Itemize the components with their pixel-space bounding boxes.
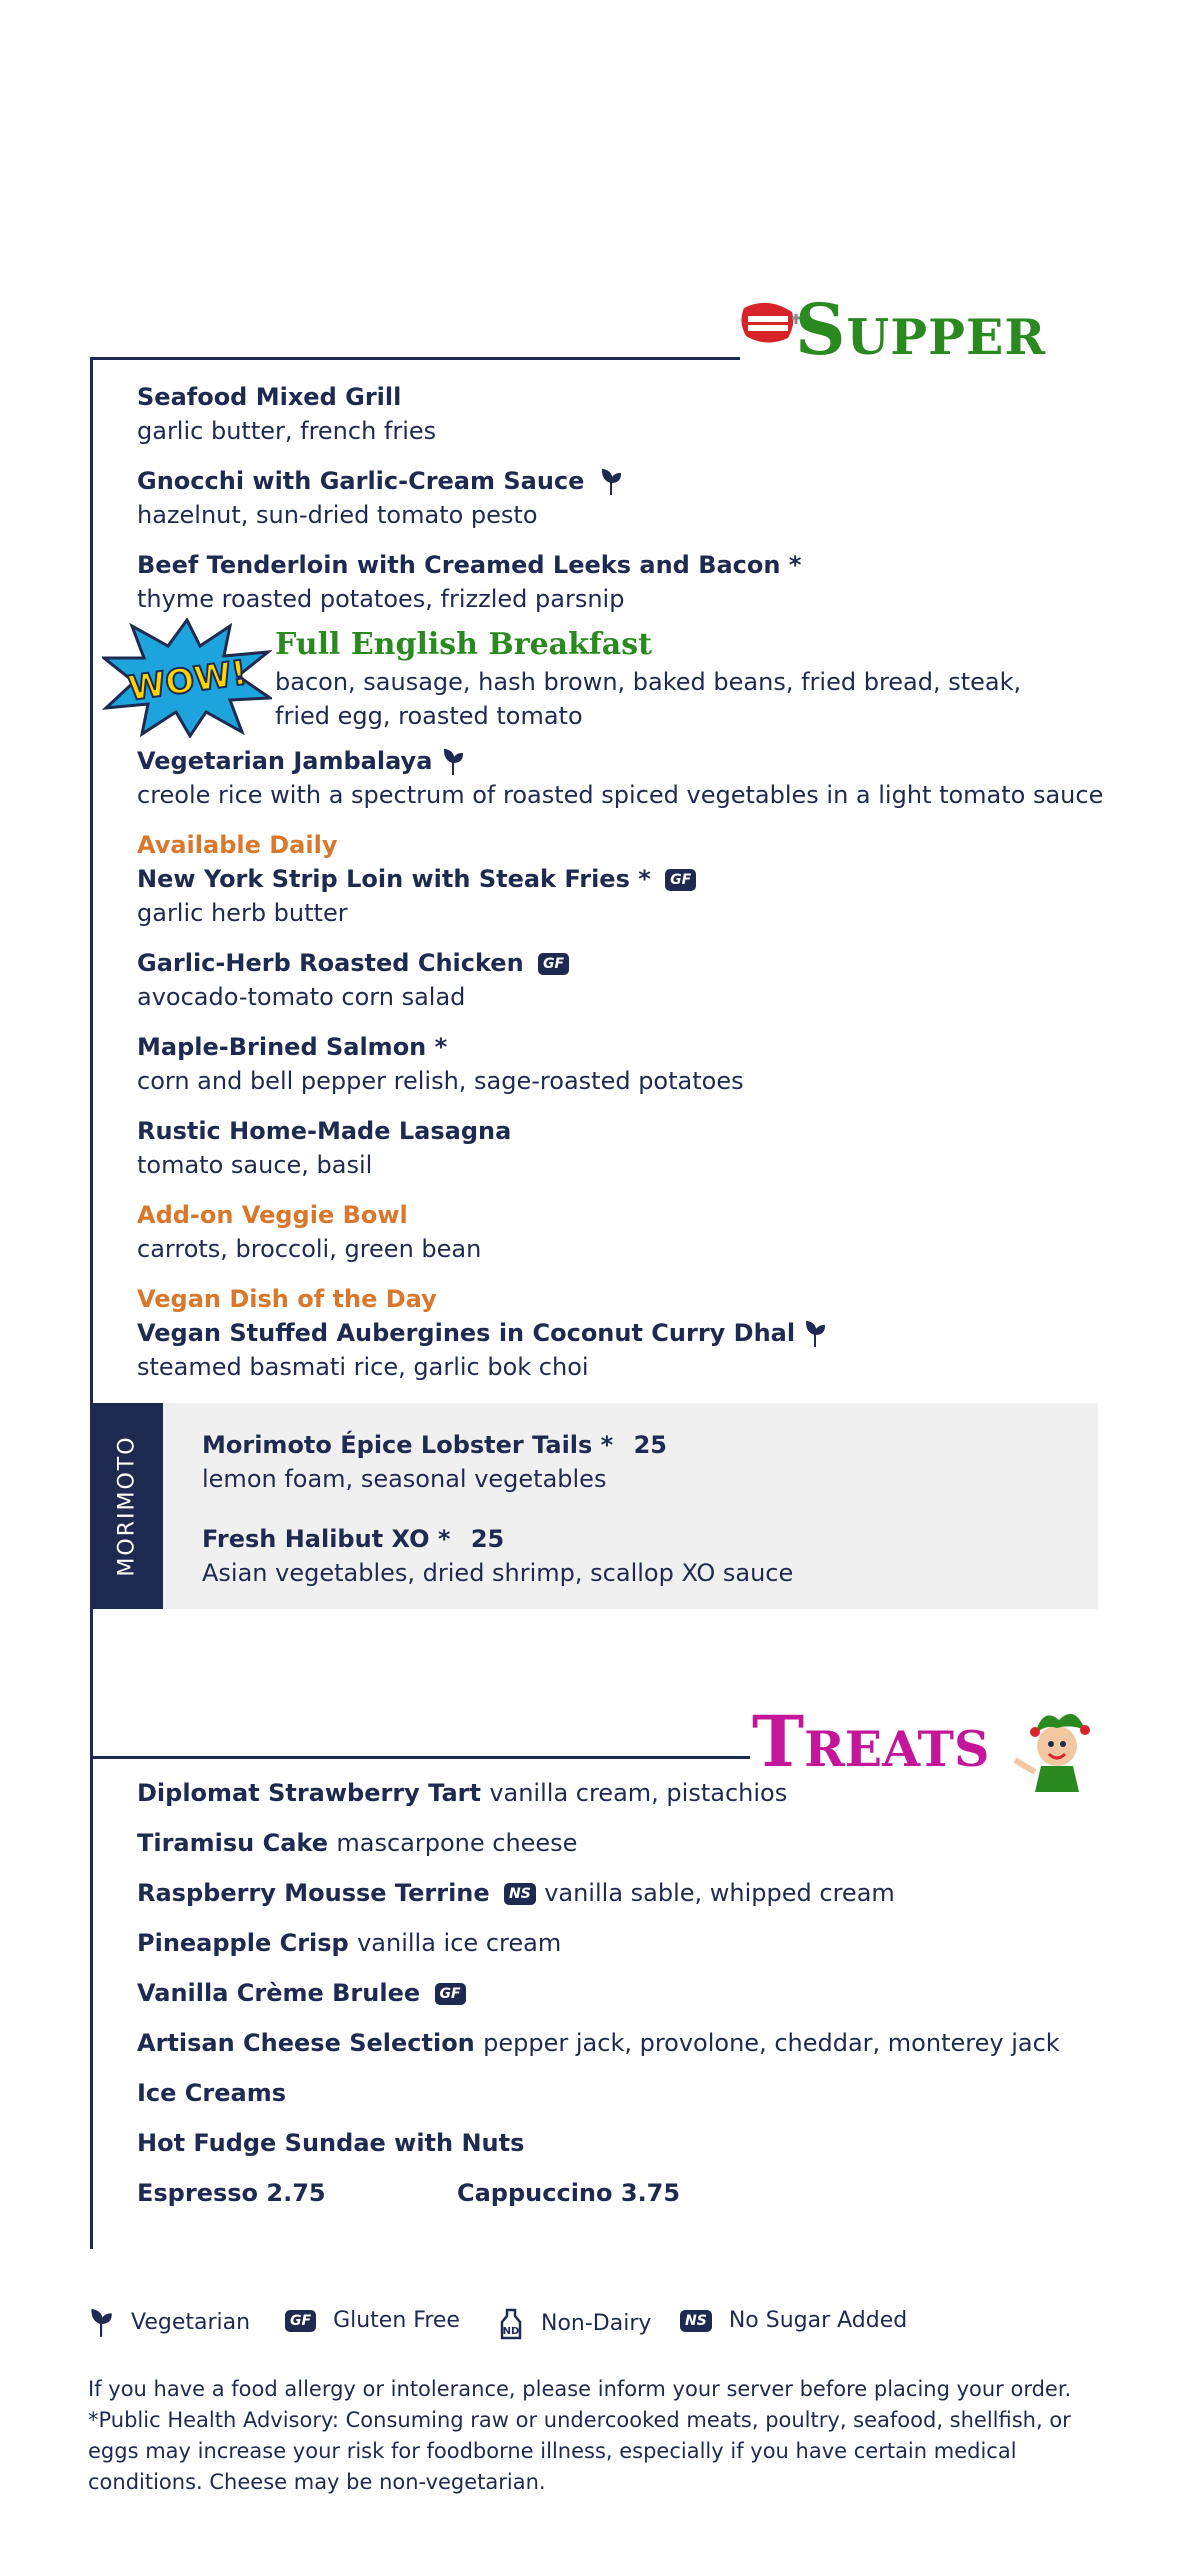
item-title-row — [137, 744, 1097, 778]
item-title: Garlic-Herb Roasted Chicken — [137, 949, 524, 977]
cappuccino-label: Cappuccino 3.75 — [457, 2179, 681, 2207]
gluten-free-badge: GF — [538, 953, 569, 975]
item-title: Vegan Stuffed Aubergines in Coconut Curry Dhal — [137, 1319, 796, 1347]
legend-vegetarian — [88, 2308, 250, 2338]
vegetarian-icon — [803, 1320, 825, 1348]
supper-heading-text: Supper — [795, 288, 1047, 371]
footer-disclaimer — [88, 2374, 1098, 2498]
item-title: Pineapple Crisp — [137, 1929, 349, 1957]
treats-vertical-rule — [90, 1609, 93, 2249]
legend-vegetarian-label: Vegetarian — [131, 2310, 251, 2335]
item-title: Raspberry Mousse Terrine — [137, 1879, 490, 1907]
espresso-label: Espresso 2.75 — [137, 2179, 326, 2207]
item-title: Morimoto Épice Lobster Tails * — [202, 1431, 614, 1459]
item-desc: creole rice with a spectrum of roasted spiced vegetables in a light tomato sauce — [137, 781, 1104, 809]
vegetarian-icon — [88, 2308, 112, 2338]
item-title: Gnocchi with Garlic-Cream Sauce — [137, 467, 585, 495]
treat-row — [137, 1876, 1097, 1910]
item-title: Ice Creams — [137, 2079, 287, 2107]
no-sugar-badge: NS — [504, 1883, 536, 1905]
menu-item — [137, 744, 1104, 812]
item-title: Artisan Cheese Selection — [137, 2029, 475, 2057]
legend-non-dairy-label: Non-Dairy — [541, 2311, 652, 2336]
treats-rule — [90, 1756, 750, 1759]
legend-gluten-free-label: Gluten Free — [333, 2308, 460, 2333]
item-desc: bacon, sausage, hash brown, baked beans, fried bread, steak, — [275, 668, 1022, 696]
item-desc: avocado-tomato corn salad — [137, 983, 466, 1011]
treat-item — [137, 1876, 1097, 1910]
supper-rule — [90, 357, 740, 360]
supper-heading — [795, 288, 1046, 371]
non-dairy-icon-text: ND — [502, 2326, 520, 2337]
item-desc: hazelnut, sun-dried tomato pesto — [137, 501, 538, 529]
item-desc: carrots, broccoli, green bean — [137, 1235, 482, 1263]
non-dairy-icon — [498, 2308, 524, 2340]
no-sugar-badge: NS — [680, 2310, 712, 2332]
menu-item — [137, 946, 1097, 1014]
item-title-row — [202, 1522, 1082, 1556]
item-title: Seafood Mixed Grill — [137, 383, 402, 411]
allergy-notice: If you have a food allergy or intolerance, please inform your server before placing your order. — [88, 2377, 1072, 2401]
item-desc: Asian vegetables, dried shrimp, scallop XO sauce — [202, 1559, 794, 1587]
item-desc: garlic herb butter — [137, 899, 348, 927]
item-title: Beef Tenderloin with Creamed Leeks and Bacon * — [137, 551, 802, 579]
item-section-label: Vegan Dish of the Day — [137, 1285, 437, 1313]
item-desc: mascarpone cheese — [336, 1829, 578, 1857]
item-title: Maple-Brined Salmon * — [137, 1033, 448, 1061]
menu-item-featured — [275, 625, 1095, 733]
treat-row — [137, 2026, 1097, 2060]
treat-item — [137, 1776, 1097, 1810]
legend-no-sugar-label: No Sugar Added — [728, 2308, 908, 2333]
item-title: Vanilla Crème Brulee — [137, 1979, 421, 2007]
item-section-label: Add-on Veggie Bowl — [137, 1201, 408, 1229]
legend-gluten-free — [285, 2308, 460, 2333]
menu-item — [137, 1282, 1097, 1384]
wind-up-teeth-icon — [738, 298, 800, 348]
treat-item — [137, 1976, 1097, 2010]
item-desc: pepper jack, provolone, cheddar, monterey jack — [483, 2029, 1060, 2057]
item-desc: vanilla sable, whipped cream — [544, 1879, 895, 1907]
item-price: 25 — [470, 1525, 505, 1553]
gluten-free-badge: GF — [665, 869, 696, 891]
item-title: Full English Breakfast — [275, 627, 652, 662]
item-title: Hot Fudge Sundae with Nuts — [137, 2129, 525, 2157]
menu-item — [137, 548, 1097, 616]
treat-row — [137, 1976, 1097, 2010]
treat-item — [137, 2076, 1097, 2110]
treat-item — [137, 2026, 1097, 2060]
morimoto-item — [202, 1522, 1082, 1590]
gluten-free-badge: GF — [435, 1983, 466, 2005]
menu-item — [137, 828, 1097, 930]
item-title-row — [137, 464, 1097, 498]
legend-non-dairy — [498, 2308, 651, 2340]
treat-item — [137, 1926, 1097, 1960]
menu-item — [137, 1198, 1097, 1266]
gluten-free-badge: GF — [285, 2310, 316, 2332]
item-desc: corn and bell pepper relish, sage-roasted potatoes — [137, 1067, 744, 1095]
item-title: Fresh Halibut XO * — [202, 1525, 451, 1553]
treat-row — [137, 1776, 1097, 1810]
item-section-label: Available Daily — [137, 831, 338, 859]
treat-item — [137, 2126, 1097, 2160]
health-advisory: *Public Health Advisory: Consuming raw or undercooked meats, poultry, seafood, shellfish, or eggs may increase your risk for foodborne illness, especially if you have certain medical conditions. Cheese may be non-vegetarian. — [88, 2408, 1071, 2494]
item-title-row — [202, 1428, 1082, 1462]
item-title: Rustic Home-Made Lasagna — [137, 1117, 512, 1145]
treat-row — [137, 1926, 1097, 1960]
menu-item — [137, 464, 1097, 532]
item-price: 25 — [633, 1431, 667, 1459]
item-title: New York Strip Loin with Steak Fries * — [137, 865, 651, 893]
menu-item — [137, 1114, 1097, 1182]
morimoto-item — [202, 1428, 1082, 1496]
item-desc: garlic butter, french fries — [137, 417, 437, 445]
item-desc: tomato sauce, basil — [137, 1151, 373, 1179]
item-desc: vanilla cream, pistachios — [489, 1779, 788, 1807]
item-title: Tiramisu Cake — [137, 1829, 328, 1857]
morimoto-tab-label: MORIMOTO — [114, 1435, 140, 1577]
item-desc: lemon foam, seasonal vegetables — [202, 1465, 607, 1493]
item-desc: vanilla ice cream — [357, 1929, 562, 1957]
menu-item — [137, 1030, 1097, 1098]
item-desc: steamed basmati rice, garlic bok choi — [137, 1353, 589, 1381]
legend-no-sugar — [680, 2308, 907, 2333]
treat-row — [137, 1826, 1097, 1860]
vegetarian-icon — [599, 468, 621, 496]
item-title: Vegetarian Jambalaya — [137, 747, 433, 775]
treats-heading-text: Treats — [752, 1700, 990, 1783]
item-desc: fried egg, roasted tomato — [275, 702, 583, 730]
menu-item — [137, 380, 1097, 448]
item-title-row — [137, 946, 1097, 980]
wow-burst-badge — [102, 618, 272, 738]
item-title: Diplomat Strawberry Tart — [137, 1779, 481, 1807]
wow-badge-text: WOW! — [125, 652, 250, 710]
treats-heading — [752, 1700, 989, 1783]
item-desc: thyme roasted potatoes, frizzled parsnip — [137, 585, 625, 613]
vegetarian-icon — [441, 748, 463, 776]
item-title-row — [137, 862, 1097, 896]
treat-item — [137, 1826, 1097, 1860]
item-title-row — [137, 1316, 1097, 1350]
